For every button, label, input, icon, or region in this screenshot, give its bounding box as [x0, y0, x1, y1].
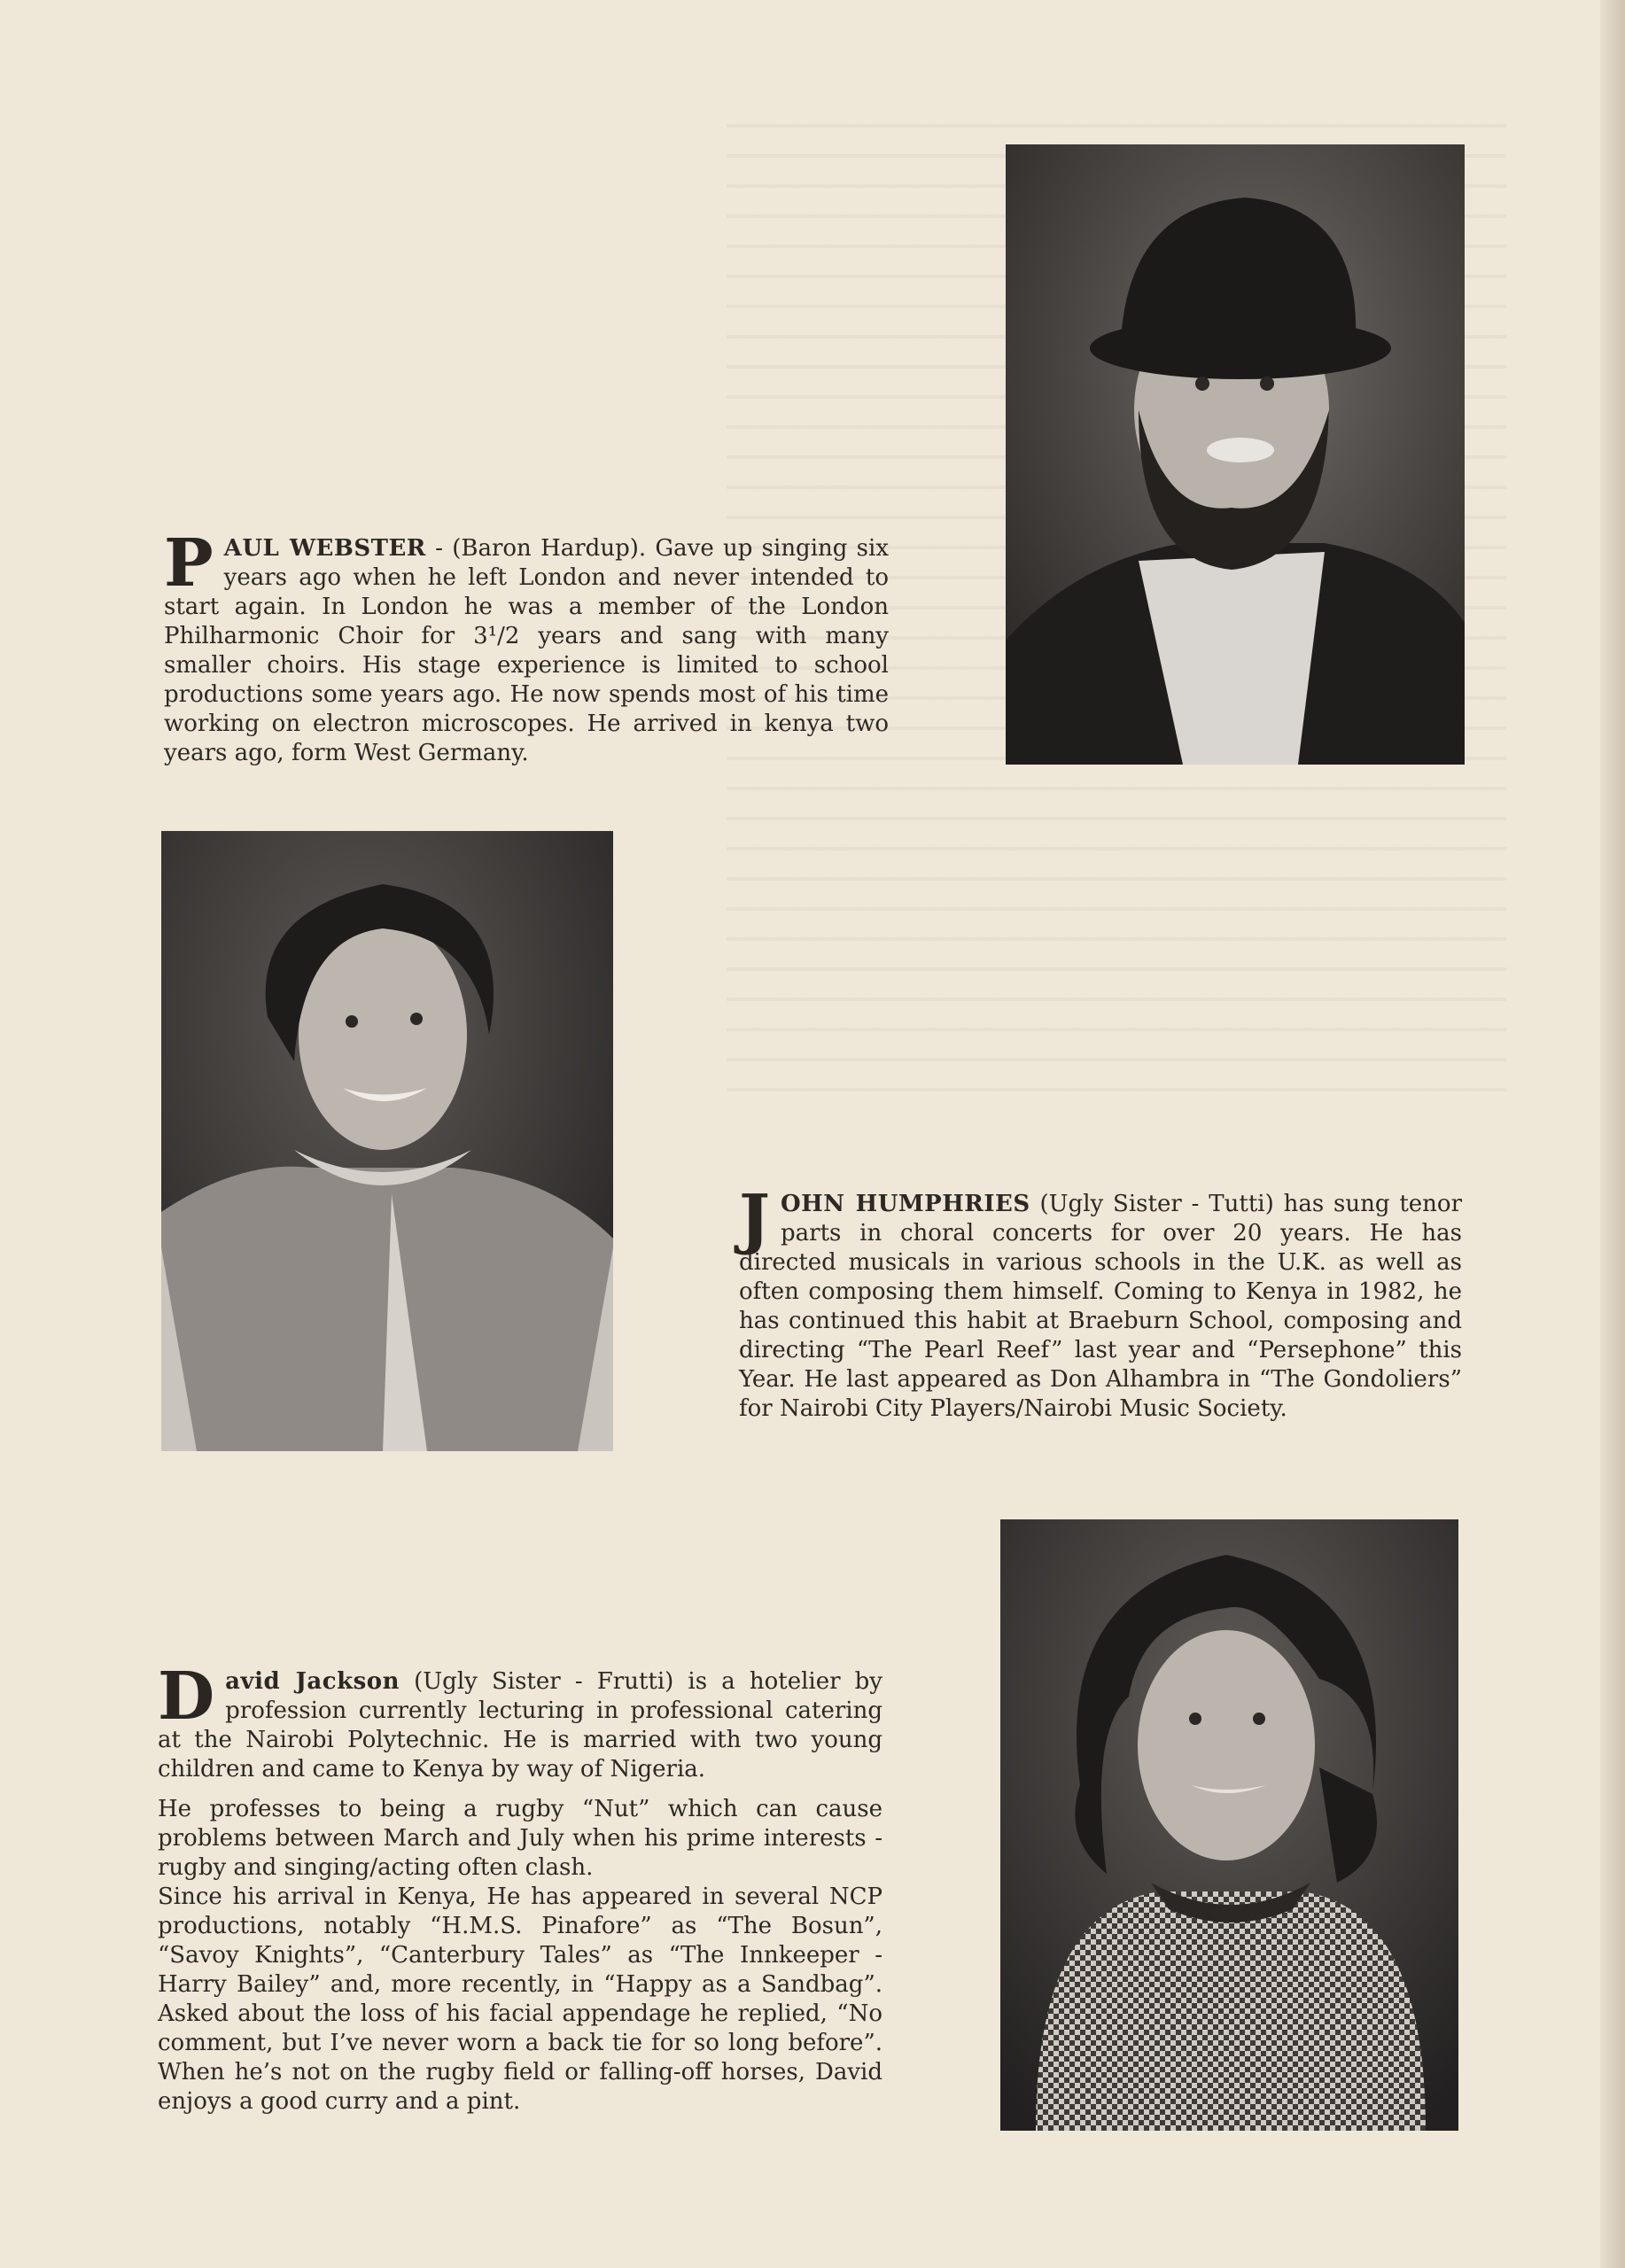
john-humphries-photo: [161, 831, 613, 1451]
dropcap-d: D: [158, 1658, 215, 1735]
david-jackson-photo: [1000, 1519, 1458, 2131]
dropcap-j: J: [739, 1181, 771, 1257]
man-wig-checked-dress-icon: [1000, 1519, 1458, 2131]
david-jackson-text-1: (Ugly Sister - Frutti) is a hotelier by profession currently lecturing in professional catering at the Nairobi Polytechnic. He is married with two young children and came to Kenya by way of Nigeria.: [158, 1668, 882, 1783]
man-curly-wig-icon: [161, 831, 613, 1451]
john-humphries-name: OHN HUMPHRIES: [781, 1191, 1030, 1217]
paul-webster-text: - (Baron Hardup). Gave up singing six years ago when he left London and never intended to start again. In London he was a member of the London Philharmonic Choir for 3¹/2 years and sang with many smaller choirs. His stage experience is limited to school productions some years ago. He now spends most of his time working on electron microscopes. He arrived in kenya two years ago, form West Germany.: [164, 535, 889, 766]
paul-webster-name: AUL WEBSTER: [223, 535, 426, 562]
john-humphries-bio: [739, 1181, 1463, 1424]
john-humphries-paragraph: [739, 1181, 1463, 1424]
bearded-man-top-hat-icon: [1006, 144, 1465, 765]
john-humphries-text: (Ugly Sister - Tutti) has sung tenor parts in choral concerts for over 20 years. He has directed musicals in various schools in the U.K. as well as often composing them himself. Coming to Kenya in 1982, he has continued this habit at Braeburn School, composing and directing “The Pearl Reef” last year and “Persephone” this Year. He last appeared as Don Alhambra in “The Gondoliers” for Nairobi City Players/Nairobi Music Society.: [739, 1191, 1463, 1422]
david-jackson-name: avid Jackson: [225, 1668, 400, 1695]
paul-webster-paragraph: [164, 525, 889, 768]
david-jackson-paragraph-3: Since his arrival in Kenya, He has appeared in several NCP productions, notably “H.M.S. Pinafore” as “The Bosun”, “Savoy Knights”, “Canterbury Tales” as “The Innkeeper - Harry Bailey” and, more recently, in “Happy as a Sandbag”. Asked about the loss of his facial appendage he replied, “No comment, but I’ve never worn a back tie for so long before”. When he’s not on the rugby field or falling-off horses, David enjoys a good curry and a pint.: [158, 1884, 882, 2115]
david-jackson-paragraph-2: He professes to being a rugby “Nut” which can cause problems between March and July when his prime interests - rugby and singing/acting often clash.: [158, 1796, 882, 1881]
david-jackson-paragraph-1: [158, 1658, 882, 1784]
david-jackson-bio: [158, 1658, 882, 2117]
paul-webster-photo: [1006, 144, 1465, 765]
paul-webster-bio: [164, 525, 889, 768]
dropcap-p: P: [164, 525, 214, 602]
page-binding-edge: [1600, 0, 1625, 2268]
